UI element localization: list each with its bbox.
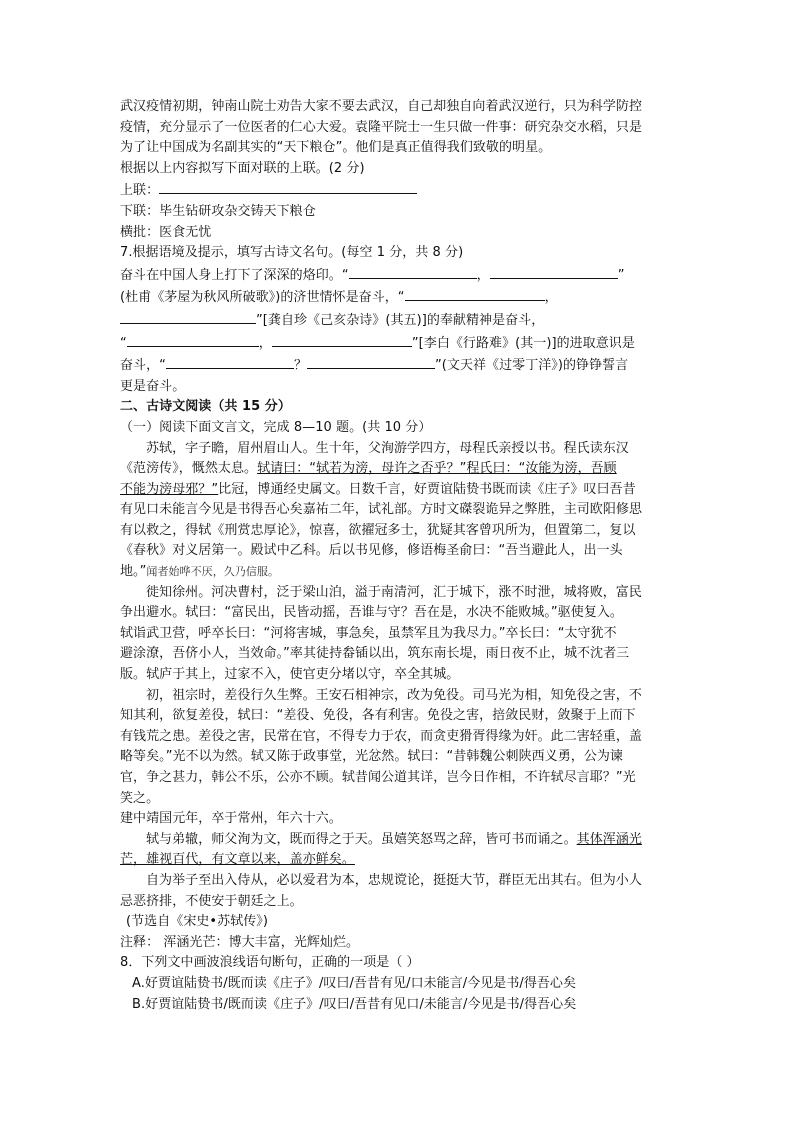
classical-text-line: 略等矣。”光不以为然。轼又陈于政事堂，光忿然。轼曰：“昔韩魏公刺陕西义勇，公为谏 bbox=[120, 749, 623, 765]
classical-text-line: 笑之。 bbox=[120, 790, 160, 806]
q7-text: 奋斗，“ bbox=[120, 358, 166, 374]
q8-option-b[interactable]: B.好贾谊陆贽书/既而读《庄子》/叹曰/吾昔有见口/未能言/今见是书/得吾心矣 bbox=[132, 996, 577, 1012]
classical-text-line: 官，争之甚力，韩公不乐，公亦不顾。轼昔闻公道其详，岂今日作相，不许轼尽言耶？”光 bbox=[120, 770, 636, 785]
answer-blank[interactable] bbox=[127, 332, 259, 347]
underlined-sentence: 芒，雄视百代，有文章以来，盖亦鲜矣。 bbox=[120, 852, 355, 868]
q7-title: 7.根据语境及提示，填写古诗文名句。(每空 1 分，共 8 分) bbox=[120, 245, 464, 261]
q7-text: ， bbox=[544, 290, 558, 306]
text-segment: 地。” bbox=[120, 564, 147, 580]
answer-blank[interactable] bbox=[166, 354, 294, 369]
classical-text-line: 有钱荒之患。差役之害，民常在官，不得专力于农，而贪吏猾胥得缘为奸。此二害轻重，盖 bbox=[120, 728, 643, 744]
passage-line: 为了让中国成为名副其实的“天下粮仓”。他们是真正值得我们致敬的明星。 bbox=[120, 140, 552, 156]
classical-text-line bbox=[120, 480, 676, 501]
q7-text: ”(文天祥《过零丁洋》)的铮铮誓言 bbox=[435, 358, 629, 374]
q7-line-2 bbox=[120, 286, 676, 309]
text-segment: 闻者始哗不厌，久乃信服。 bbox=[146, 565, 279, 579]
passage-line: 武汉疫情初期，钟南山院士劝告大家不要去武汉，自己却独自向着武汉逆行，只为科学防控 bbox=[120, 99, 643, 114]
underlined-sentence: 其体浑涵光 bbox=[576, 831, 642, 847]
text-segment: 《范滂传》，慨然太息。 bbox=[120, 461, 258, 477]
classical-text-line: 避涂潦，吾侪小人，当效命。”率其徒持畚锸以出，筑东南长堤，雨日夜不止，城不沈者三 bbox=[120, 646, 630, 662]
classical-text-line bbox=[120, 850, 676, 871]
q7-text: ”[李白《行路难》(其一)]的进取意识是 bbox=[411, 335, 635, 351]
classical-text-line: 建中靖国元年，卒于常州，年六十六。 bbox=[120, 811, 342, 827]
couplet-prompt: 根据以上内容拟写下面对联的上联。(2 分) bbox=[120, 160, 365, 176]
classical-text-line: 版。轼庐于其上，过家不入，使官吏分堵以守，卒全其城。 bbox=[120, 667, 460, 683]
text-segment: 轼与弟辙，师父洵为文，既而得之于天。虽嬉笑怒骂之辞，皆可书而诵之。 bbox=[146, 831, 577, 847]
q7-line-5 bbox=[120, 354, 676, 377]
classical-text-line: 知其利，欲复差役，轼曰：“差役、免役，各有利害。免役之害，掊敛民财，敛聚于上而下 bbox=[120, 708, 636, 724]
classical-text-line: 有见口未能言今见是书得吾心矣嘉祐二年，试礼部。方时文磔裂诡异之弊胜，主司欧阳修思 bbox=[120, 502, 643, 518]
classical-text-line: 《春秋》对义居第一。殿试中乙科。后以书见修，修语梅圣俞曰：“吾当避此人，出一头 bbox=[120, 543, 623, 559]
classical-text-line: 徙知徐州。河决曹村，泛于梁山泊，溢于南清河，汇于城下，涨不时泄，城将败，富民 bbox=[146, 584, 642, 600]
answer-blank[interactable] bbox=[272, 332, 412, 347]
q7-line-1 bbox=[120, 264, 676, 287]
q7-text: ”[龚自珍《己亥杂诗》(其五)]的奉献精神是奋斗， bbox=[256, 312, 545, 328]
couplet-upper-row bbox=[120, 179, 676, 202]
q8-option-a[interactable]: A.好贾谊陆贽书/既而读《庄子》/叹曰/吾昔有见/口未能言/今见是书/得吾心矣 bbox=[132, 975, 577, 991]
q7-text: 奋斗在中国人身上打下了深深的烙印。“ bbox=[120, 267, 349, 283]
q7-text: ” bbox=[617, 267, 625, 283]
classical-text-line: 争出避水。轼曰：“富民出，民皆动摇，吾谁与守？吾在是，水决不能败城。”驱使复入。 bbox=[120, 605, 623, 621]
annotation-note: 注释： 浑涵光芒：博大丰富，光辉灿烂。 bbox=[120, 934, 360, 950]
classical-text-line: 苏轼，字子瞻，眉州眉山人。生十年，父洵游学四方，母程氏亲授以书。程氏读东汉 bbox=[146, 440, 629, 456]
underlined-sentence: 不能为滂母邪？” bbox=[120, 481, 219, 497]
answer-blank[interactable] bbox=[307, 354, 435, 369]
q7-text: “ bbox=[120, 335, 127, 351]
couplet-upper-label: 上联： bbox=[120, 183, 160, 199]
q7-line-3 bbox=[120, 309, 676, 332]
classical-text-line: 自为举子至出入侍从，必以爱君为本，忠规谠论，挺挺大节，群臣无出其右。但为小人 bbox=[146, 872, 642, 888]
q7-text: ？ bbox=[293, 358, 307, 374]
section-2-title: 二、古诗文阅读（共 15 分） bbox=[120, 399, 291, 415]
classical-text-line: 忌恶挤排，不使安于朝廷之上。 bbox=[120, 893, 303, 909]
wavy-sentence: 比冠，博通经史属文。日数千言，好贾谊陆贽书既而读《庄子》叹曰吾昔 bbox=[218, 481, 636, 497]
couplet-horizontal: 横批：医食无忧 bbox=[120, 224, 212, 240]
q7-text: (杜甫《茅屋为秋风所破歌》)的济世情怀是奋斗，“ bbox=[120, 290, 405, 306]
classical-text-line bbox=[120, 830, 676, 851]
q8-title: 8．下列文中画波浪线语句断句，正确的一项是（ ） bbox=[120, 955, 420, 971]
classical-text-line bbox=[120, 562, 676, 583]
q7-text: ， bbox=[258, 335, 272, 351]
exam-page bbox=[120, 97, 676, 1015]
underlined-sentence: 轼请曰：“轼若为滂，母许之否乎？”程氏曰：“汝能为滂，吾顾 bbox=[257, 461, 617, 477]
source-citation: (节选自《宋史•苏轼传》) bbox=[126, 914, 268, 930]
couplet-upper-blank[interactable] bbox=[159, 179, 417, 194]
answer-blank[interactable] bbox=[490, 264, 618, 279]
q7-line-6: 更是奋斗。 bbox=[120, 378, 186, 394]
classical-text-line: 初，祖宗时，差役行久生弊。王安石相神宗，改为免役。司马光为相，知免役之害，不 bbox=[146, 687, 642, 703]
answer-blank[interactable] bbox=[120, 309, 256, 324]
answer-blank[interactable] bbox=[405, 286, 545, 301]
q7-line-4 bbox=[120, 332, 676, 355]
couplet-lower: 下联：毕生钻研攻杂交铸天下粮仓 bbox=[120, 203, 316, 219]
part-1-title: （一）阅读下面文言文，完成 8—10 题。(共 10 分） bbox=[120, 419, 432, 435]
classical-text-line bbox=[120, 459, 676, 480]
passage-line: 疫情，充分显示了一位医者的仁心大爱。袁隆平院士一生只做一件事：研究杂交水稻，只是 bbox=[120, 119, 643, 135]
classical-text-line: 轼诣武卫营，呼卒长曰：“河将害城，事急矣，虽禁军且为我尽力。”卒长曰：“太守犹不 bbox=[120, 625, 617, 641]
answer-blank[interactable] bbox=[349, 264, 477, 279]
classical-text-line: 有以救之，得轼《刑赏忠厚论》，惊喜，欲擢冠多士，犹疑其客曾巩所为，但置第二，复以 bbox=[120, 522, 636, 538]
q7-text: ， bbox=[476, 267, 490, 283]
